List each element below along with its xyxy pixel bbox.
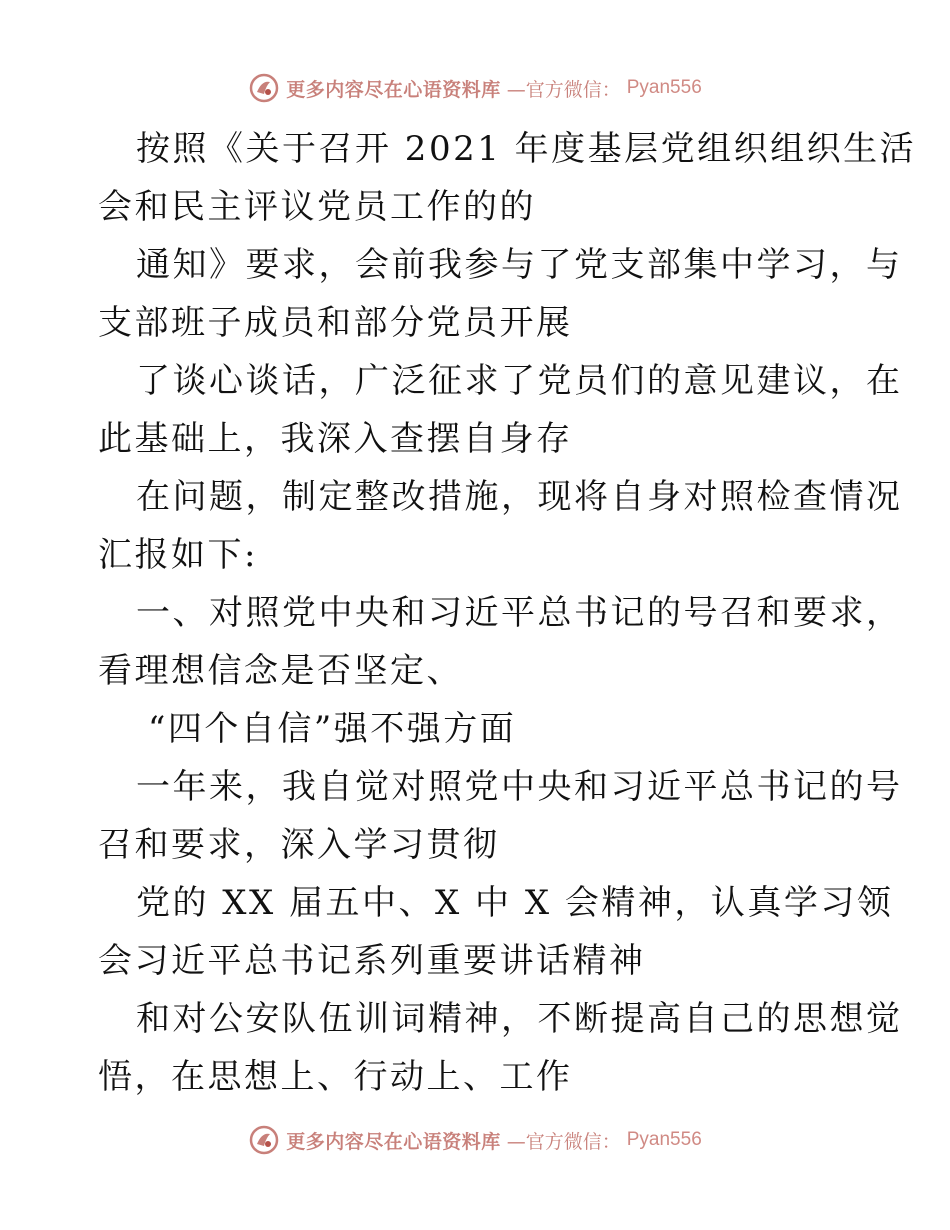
paragraph-line: 在问题，制定整改措施，现将自身对照检查情况 (136, 477, 903, 517)
paragraph-line: 召和要求，深入学习贯彻 (98, 825, 500, 865)
paragraph-line: 按照《关于召开 2021 年度基层党组织组织生活 (136, 129, 917, 169)
paragraph-line: 一年来，我自觉对照党中央和习近平总书记的号 (136, 767, 903, 807)
paragraph-line: 会和民主评议党员工作的的 (98, 187, 536, 227)
paragraph-line: 悟，在思想上、行动上、工作 (98, 1057, 573, 1097)
paragraph-line: 会习近平总书记系列重要讲话精神 (98, 941, 646, 981)
paragraph-line: 了谈心谈话，广泛征求了党员们的意见建议，在 (136, 361, 903, 401)
document-body (98, 120, 917, 1106)
logo-icon (248, 1124, 280, 1156)
section-heading: “四个自信”强不强方面 (148, 709, 517, 749)
footer-watermark (0, 1120, 950, 1160)
watermark-sub-text: —官方微信： (506, 78, 621, 101)
paragraph-line: 支部班子成员和部分党员开展 (98, 303, 573, 343)
paragraph-line: 此基础上，我深入查摆自身存 (98, 419, 573, 459)
paragraph-line: 通知》要求，会前我参与了党支部集中学习，与 (136, 245, 903, 285)
paragraph-line: 汇报如下: (98, 535, 258, 575)
watermark-main-text: 更多内容尽在心语资料库 (286, 78, 501, 101)
section-heading: 看理想信念是否坚定、 (98, 651, 463, 691)
paragraph-line: 党的 XX 届五中、X 中 X 会精神，认真学习领 (136, 883, 894, 923)
watermark-id-text: Pyan556 (626, 1129, 702, 1150)
watermark-main-text: 更多内容尽在心语资料库 (286, 1130, 501, 1153)
section-heading: 一、对照党中央和习近平总书记的号召和要求， (136, 593, 903, 633)
paragraph-line: 和对公安队伍训词精神，不断提高自己的思想觉 (136, 999, 903, 1039)
watermark-sub-text: —官方微信： (506, 1130, 621, 1153)
watermark-id-text: Pyan556 (626, 77, 702, 98)
logo-icon (248, 72, 280, 104)
header-watermark (0, 68, 950, 108)
